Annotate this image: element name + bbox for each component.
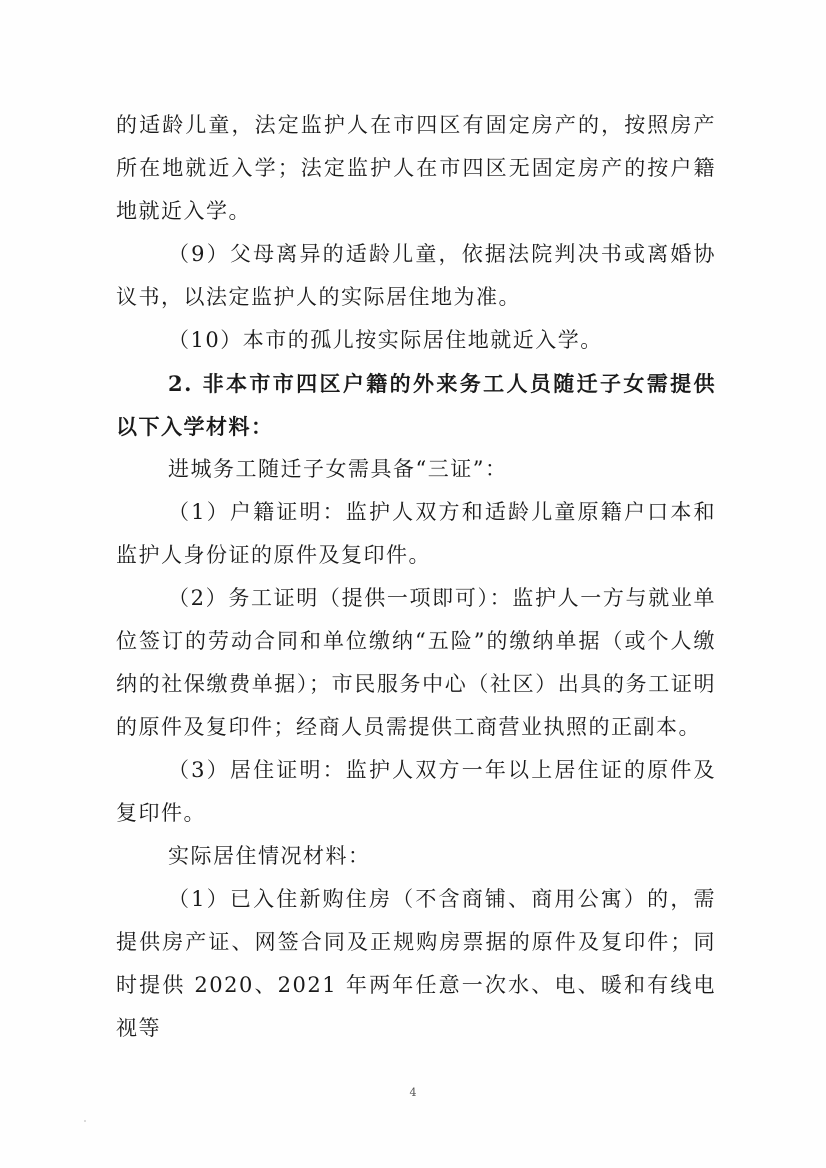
paragraph-household-proof: （1）户籍证明：监护人双方和适龄儿童原籍户口本和监护人身份证的原件及复印件。	[116, 500, 716, 567]
section-heading-2: 2. 非本市市四区户籍的外来务工人员随迁子女需提供以下入学材料：	[116, 371, 716, 439]
paragraph-new-housing: （1）已入住新购住房（不含商铺、商用公寓）的，需提供房产证、网签合同及正规购房票据的原件及复印件；同时提供 2020、2021 年两年任意一次水、电、暖和有线电视等	[116, 887, 716, 1040]
paragraph-work-proof: （2）务工证明（提供一项即可）：监护人一方与就业单位签订的劳动合同和单位缴纳“五险”的缴纳单据（或个人缴纳的社保缴费单据）；市民服务中心（社区）出具的务工证明的原件及复印件；经商人员需提供工商营业执照的正副本。	[116, 586, 716, 739]
document-body	[116, 104, 716, 1050]
scan-speck	[84, 1120, 86, 1122]
paragraph-item-10: （10）本市的孤儿按实际居住地就近入学。	[168, 328, 603, 352]
page-number: 4	[409, 1086, 417, 1099]
paragraph-actual-residence-heading: 实际居住情况材料：	[168, 844, 371, 868]
paragraph-residence-proof: （3）居住证明：监护人双方一年以上居住证的原件及复印件。	[116, 758, 716, 825]
paragraph-item-9: （9）父母离异的适龄儿童，依据法院判决书或离婚协议书，以法定监护人的实际居住地为准。	[116, 242, 716, 309]
paragraph-three-certificates: 进城务工随迁子女需具备“三证”：	[168, 457, 508, 481]
paragraph-continuation: 的适龄儿童，法定监护人在市四区有固定房产的，按照房产所在地就近入学；法定监护人在市四区无固定房产的按户籍地就近入学。	[116, 113, 716, 223]
